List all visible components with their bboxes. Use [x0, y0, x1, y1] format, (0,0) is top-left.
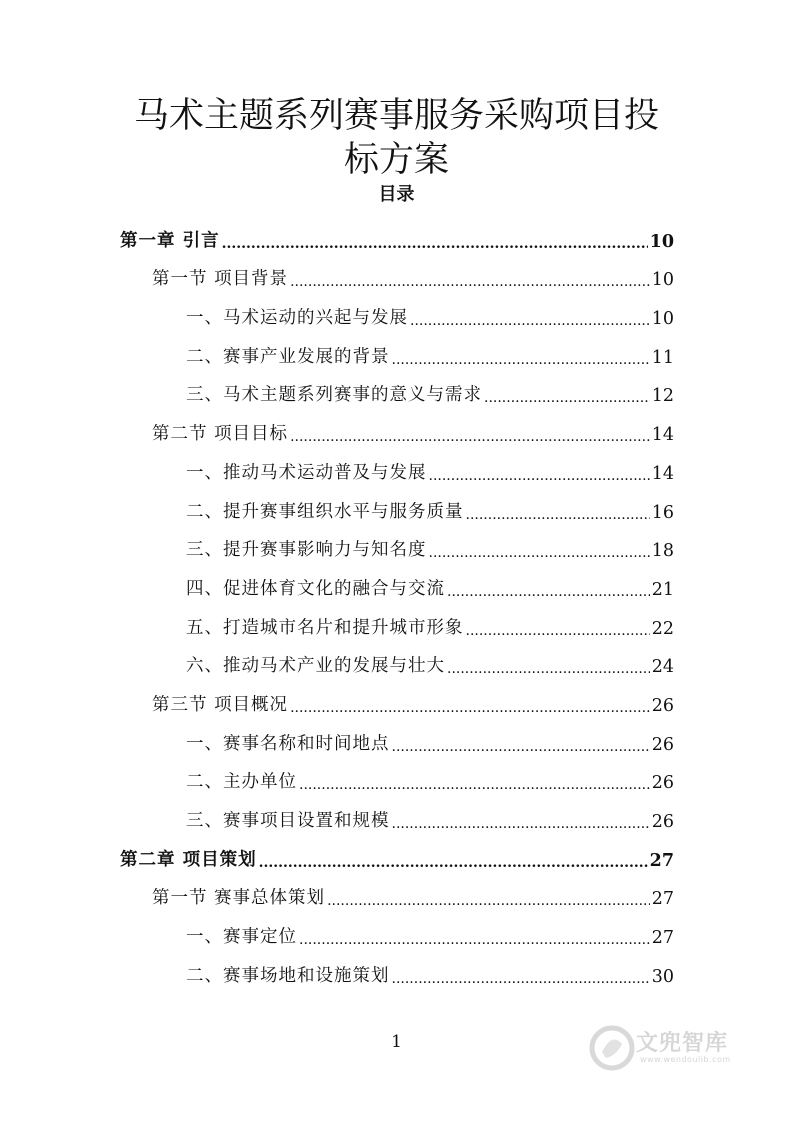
toc-entry-title: 二、提升赛事组织水平与服务质量 [186, 501, 464, 522]
toc-entry-title: 二、赛事产业发展的背景 [186, 346, 390, 367]
toc-entry-title: 第一节 项目背景 [152, 269, 289, 290]
toc-entry[interactable] [120, 647, 674, 686]
toc-entry-title: 第三节 项目概况 [152, 694, 289, 715]
title-line-1: 马术主题系列赛事服务采购项目投 [133, 96, 659, 136]
table-of-contents [120, 221, 674, 995]
toc-entry-title: 第一节 赛事总体策划 [152, 888, 326, 909]
title-line-2: 标方案 [343, 140, 449, 180]
toc-entry-page: 24 [651, 657, 674, 678]
toc-entry[interactable] [120, 956, 674, 995]
toc-entry-title: 二、赛事场地和设施策划 [186, 965, 390, 986]
toc-leader-dots [222, 236, 648, 252]
toc-leader-dots [410, 313, 650, 329]
toc-entry[interactable] [120, 801, 674, 840]
toc-entry-page: 14 [651, 463, 674, 484]
toc-leader-dots [429, 545, 650, 561]
toc-leader-dots [392, 739, 650, 755]
toc-entry[interactable] [120, 337, 674, 376]
toc-entry-page: 22 [651, 618, 674, 639]
toc-entry[interactable] [120, 569, 674, 608]
page-number: 1 [391, 1032, 402, 1052]
toc-entry-title: 六、推动马术产业的发展与壮大 [186, 656, 445, 677]
toc-entry-page: 26 [651, 812, 674, 832]
toc-entry-page: 30 [651, 966, 674, 987]
toc-entry-title: 一、马术运动的兴起与发展 [186, 308, 408, 329]
toc-entry-title: 一、推动马术运动普及与发展 [186, 462, 427, 483]
toc-entry-page: 12 [651, 386, 674, 407]
toc-entry-page: 10 [651, 309, 674, 330]
toc-leader-dots [466, 507, 650, 523]
toc-entry[interactable] [120, 298, 674, 337]
toc-entry-title: 第二节 项目目标 [152, 424, 289, 445]
toc-entry[interactable] [120, 763, 674, 802]
toc-leader-dots [392, 971, 650, 987]
toc-entry-page: 18 [651, 541, 674, 562]
toc-entry-title: 一、赛事定位 [186, 927, 297, 948]
toc-entry-page: 10 [651, 270, 674, 291]
toc-entry-page: 27 [651, 928, 674, 949]
toc-leader-dots [392, 352, 650, 368]
toc-entry-title: 二、主办单位 [186, 772, 297, 793]
document-title [0, 94, 793, 182]
toc-entry-title: 四、促进体育文化的融合与交流 [186, 578, 445, 599]
toc-leader-dots [447, 584, 650, 600]
toc-entry-page: 26 [651, 734, 674, 755]
toc-entry-title: 三、提升赛事影响力与知名度 [186, 540, 427, 561]
toc-entry-page: 11 [651, 347, 674, 368]
toc-leader-dots [290, 429, 650, 445]
toc-leader-dots [290, 274, 650, 290]
toc-entry[interactable] [120, 221, 674, 260]
toc-leader-dots [290, 700, 650, 716]
toc-entry-page: 16 [651, 502, 674, 523]
toc-leader-dots [299, 777, 650, 793]
toc-entry[interactable] [120, 492, 674, 531]
toc-entry-page: 27 [649, 850, 674, 871]
toc-entry[interactable] [120, 260, 674, 299]
toc-entry[interactable] [120, 414, 674, 453]
toc-leader-dots [327, 893, 650, 909]
toc-entry-title: 一、赛事名称和时间地点 [186, 733, 390, 754]
toc-entry-page: 21 [651, 579, 674, 600]
toc-leader-dots [392, 816, 650, 832]
toc-entry-page: 27 [651, 889, 674, 910]
toc-entry[interactable] [120, 724, 674, 763]
toc-entry-title: 第二章 项目策划 [120, 849, 257, 870]
toc-entry-page: 26 [651, 695, 674, 716]
toc-entry-page: 14 [651, 425, 674, 446]
toc-entry[interactable] [120, 840, 674, 879]
toc-heading: 目录 [378, 184, 415, 205]
toc-leader-dots [259, 855, 648, 871]
toc-leader-dots [429, 468, 650, 484]
toc-entry[interactable] [120, 376, 674, 415]
watermark-brand: 文兜智库 [636, 1031, 729, 1056]
toc-leader-dots [299, 932, 650, 948]
toc-entry-title: 第一章 引言 [120, 230, 220, 251]
toc-entry[interactable] [120, 685, 674, 724]
toc-entry-title: 三、马术主题系列赛事的意义与需求 [186, 385, 482, 406]
toc-entry-title: 五、打造城市名片和提升城市形象 [186, 617, 464, 638]
toc-entry[interactable] [120, 608, 674, 647]
toc-leader-dots [466, 623, 650, 639]
toc-entry-page: 10 [649, 231, 674, 252]
toc-leader-dots [447, 661, 650, 677]
watermark-url: www.wendoulib.com [640, 1055, 731, 1064]
toc-entry[interactable] [120, 453, 674, 492]
toc-entry-page: 26 [651, 773, 674, 794]
toc-leader-dots [484, 390, 650, 406]
toc-entry[interactable] [120, 879, 674, 918]
toc-entry[interactable] [120, 531, 674, 570]
toc-entry[interactable] [120, 917, 674, 956]
toc-entry-title: 三、赛事项目设置和规模 [186, 811, 390, 831]
